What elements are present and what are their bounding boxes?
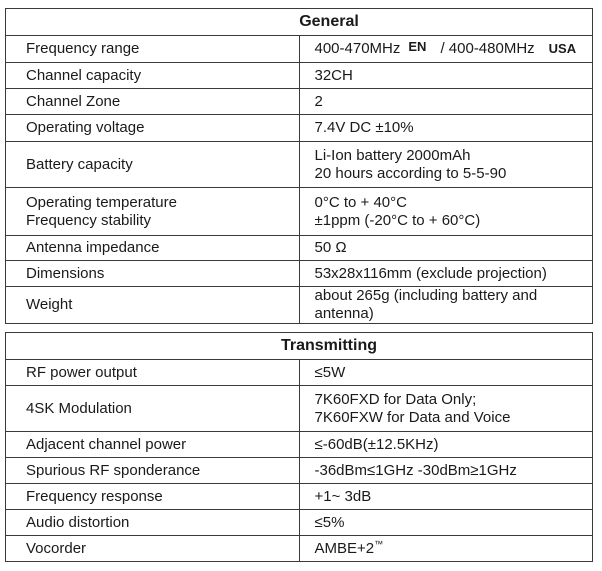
spec-value: ≤-60dB(±12.5KHz) [299,432,593,458]
spec-label-line: Frequency stability [26,211,152,229]
spec-label: Weight [6,287,300,324]
table-row [6,360,593,386]
spec-value: -36dBm≤1GHz -30dBm≥1GHz [299,458,593,484]
spec-value-line: ±1ppm (-20°C to + 60°C) [314,211,481,229]
section-title-text: General [299,13,359,30]
spec-value-line: 20 hours according to 5-5-90 [314,164,507,182]
spec-label: Channel capacity [6,63,300,89]
table-row [6,261,593,287]
spec-value [299,386,593,432]
spec-label [6,188,300,236]
spec-label: 4SK Modulation [6,386,300,432]
spec-value-line: 7K60FXW for Data and Voice [314,408,511,426]
spec-value [299,536,593,562]
table-row [6,188,593,236]
spec-label: Vocorder [6,536,300,562]
table-row [6,484,593,510]
spec-value-line: Li-Ion battery 2000mAh [314,146,471,164]
spec-value: 50 Ω [299,236,593,261]
spec-label: Audio distortion [6,510,300,536]
spec-label: Spurious RF sponderance [6,458,300,484]
spec-label: Operating voltage [6,115,300,142]
table-row [6,432,593,458]
section-title-transmitting [6,333,593,360]
table-row [6,36,593,63]
spec-label-line: Operating temperature [26,193,177,211]
table-row [6,63,593,89]
region-tag-usa: USA [548,41,577,56]
spec-label: Channel Zone [6,89,300,115]
spec-label: Frequency range [6,36,300,63]
trademark-mark: ™ [374,538,384,549]
table-row [6,458,593,484]
spec-label: RF power output [6,360,300,386]
table-row [6,386,593,432]
spec-value: 53x28x116mm (exclude projection) [299,261,593,287]
transmitting-specs-table [5,332,593,562]
frequency-range-usa: / 400-480MHz [440,40,535,57]
general-specs-table [5,8,593,324]
spec-value [299,188,593,236]
spec-value: ≤5% [299,510,593,536]
spec-value [299,142,593,188]
spec-value-line: 7K60FXD for Data Only; [314,390,477,408]
spec-value: about 265g (including battery and antenna) [299,287,593,324]
spec-value: 7.4V DC ±10% [299,115,593,142]
spec-value: 32CH [299,63,593,89]
table-row [6,510,593,536]
table-header-row [6,333,593,360]
region-tag-en: EN [408,39,427,54]
table-row [6,89,593,115]
table-row [6,115,593,142]
spec-value [299,36,593,63]
spec-value: +1~ 3dB [299,484,593,510]
table-row [6,142,593,188]
spec-label: Dimensions [6,261,300,287]
spec-value-line: 0°C to + 40°C [314,193,407,211]
vocoder-name: AMBE+2 [314,539,375,557]
section-title-general [6,9,593,36]
table-row [6,287,593,324]
table-row [6,536,593,562]
spec-label: Battery capacity [6,142,300,188]
spec-label: Antenna impedance [6,236,300,261]
spec-label: Adjacent channel power [6,432,300,458]
table-header-row [6,9,593,36]
spec-value: ≤5W [299,360,593,386]
frequency-range-en: 400-470MHz [314,40,401,57]
spec-label: Frequency response [6,484,300,510]
table-row [6,236,593,261]
spec-value: 2 [299,89,593,115]
section-title-text: Transmitting [280,337,377,354]
